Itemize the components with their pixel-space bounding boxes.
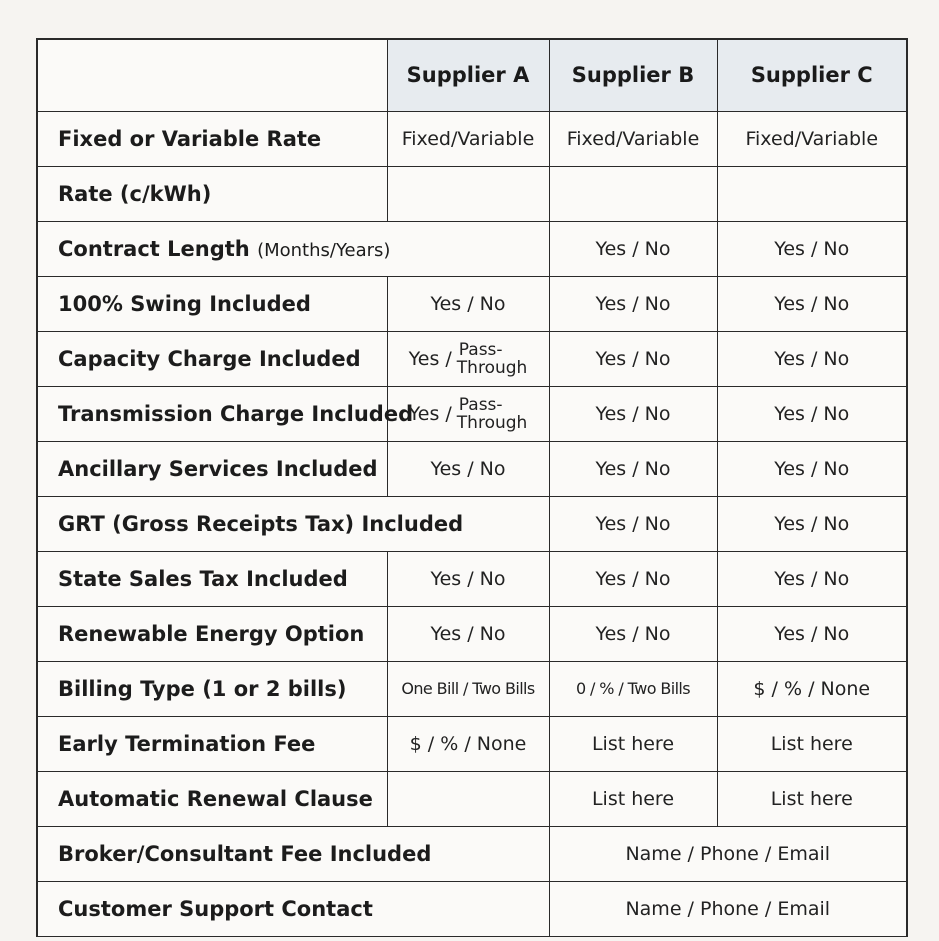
cell-supplier-a: $ / % / None	[387, 716, 549, 771]
cell-supplier-bc: Name / Phone / Email	[549, 881, 906, 936]
comparison-sheet	[36, 38, 908, 937]
pass-text: Pass-	[458, 339, 503, 360]
table-row-sales-tax	[38, 551, 906, 606]
cell-supplier-c: List here	[717, 771, 906, 826]
cell-supplier-b: Yes / No	[549, 276, 717, 331]
header-supplier-a: Supplier A	[387, 40, 549, 111]
table-row-swing	[38, 276, 906, 331]
row-label: Early Termination Fee	[38, 716, 387, 771]
header-supplier-c: Supplier C	[717, 40, 906, 111]
table-row-capacity	[38, 331, 906, 386]
row-label: Rate (c/kWh)	[38, 166, 387, 221]
pass-text: Pass-	[458, 394, 503, 415]
header-blank-cell	[38, 40, 387, 111]
table-row-termination-fee	[38, 716, 906, 771]
cell-supplier-c: Yes / No	[717, 331, 906, 386]
row-label: Capacity Charge Included	[38, 331, 387, 386]
row-label: Broker/Consultant Fee Included	[38, 826, 549, 881]
cell-supplier-b: Yes / No	[549, 551, 717, 606]
row-label: State Sales Tax Included	[38, 551, 387, 606]
yes-text: Yes /	[408, 402, 452, 425]
table-row-rate-type	[38, 111, 906, 166]
cell-supplier-b: Yes / No	[549, 496, 717, 551]
cell-supplier-c: Yes / No	[717, 441, 906, 496]
cell-supplier-a	[387, 166, 549, 221]
cell-supplier-b: Yes / No	[549, 606, 717, 661]
row-label: Renewable Energy Option	[38, 606, 387, 661]
cell-supplier-a: One Bill / Two Bills	[387, 661, 549, 716]
cell-supplier-c: Yes / No	[717, 386, 906, 441]
row-label: Billing Type (1 or 2 bills)	[38, 661, 387, 716]
cell-supplier-a: Fixed/Variable	[387, 111, 549, 166]
cell-supplier-b: 0 / % / Two Bills	[549, 661, 717, 716]
cell-supplier-b: Yes / No	[549, 331, 717, 386]
supplier-comparison-table	[38, 40, 906, 937]
cell-supplier-a: Yes / No	[387, 276, 549, 331]
cell-supplier-b	[549, 166, 717, 221]
table-header-row	[38, 40, 906, 111]
cell-supplier-b: Yes / No	[549, 386, 717, 441]
row-label: GRT (Gross Receipts Tax) Included	[38, 496, 549, 551]
through-text: Through	[456, 412, 528, 433]
cell-supplier-a	[387, 771, 549, 826]
cell-supplier-bc: Name / Phone / Email	[549, 826, 906, 881]
row-label: Fixed or Variable Rate	[38, 111, 387, 166]
cell-supplier-c: List here	[717, 716, 906, 771]
row-label: Automatic Renewal Clause	[38, 771, 387, 826]
cell-supplier-c: Yes / No	[717, 496, 906, 551]
cell-supplier-c: Fixed/Variable	[717, 111, 906, 166]
cell-supplier-a	[387, 331, 549, 386]
table-row-broker-fee	[38, 826, 906, 881]
row-label	[38, 221, 549, 276]
cell-supplier-a: Yes / No	[387, 606, 549, 661]
cell-supplier-c: Yes / No	[717, 221, 906, 276]
table-row-renewable	[38, 606, 906, 661]
table-row-grt	[38, 496, 906, 551]
row-label: 100% Swing Included	[38, 276, 387, 331]
header-supplier-b: Supplier B	[549, 40, 717, 111]
table-row-auto-renewal	[38, 771, 906, 826]
cell-supplier-a: Yes / No	[387, 441, 549, 496]
cell-supplier-a	[387, 386, 549, 441]
cell-supplier-a: Yes / No	[387, 551, 549, 606]
cell-supplier-b: Yes / No	[549, 221, 717, 276]
row-label: Transmission Charge Included	[38, 386, 387, 441]
cell-supplier-c	[717, 166, 906, 221]
through-text: Through	[456, 357, 528, 378]
row-label-subtext: (Months/Years)	[257, 239, 391, 261]
table-row-ancillary	[38, 441, 906, 496]
cell-supplier-b: Yes / No	[549, 441, 717, 496]
row-label: Ancillary Services Included	[38, 441, 387, 496]
table-row-support-contact	[38, 881, 906, 936]
table-row-transmission	[38, 386, 906, 441]
cell-supplier-c: Yes / No	[717, 551, 906, 606]
table-row-billing	[38, 661, 906, 716]
cell-supplier-b: Fixed/Variable	[549, 111, 717, 166]
cell-supplier-c: Yes / No	[717, 606, 906, 661]
cell-supplier-b: List here	[549, 771, 717, 826]
cell-supplier-c: $ / % / None	[717, 661, 906, 716]
cell-supplier-b: List here	[549, 716, 717, 771]
yes-text: Yes /	[408, 347, 452, 370]
table-row-rate	[38, 166, 906, 221]
table-row-contract-length	[38, 221, 906, 276]
cell-supplier-c: Yes / No	[717, 276, 906, 331]
row-label-text: Contract Length	[58, 236, 250, 261]
row-label: Customer Support Contact	[38, 881, 549, 936]
